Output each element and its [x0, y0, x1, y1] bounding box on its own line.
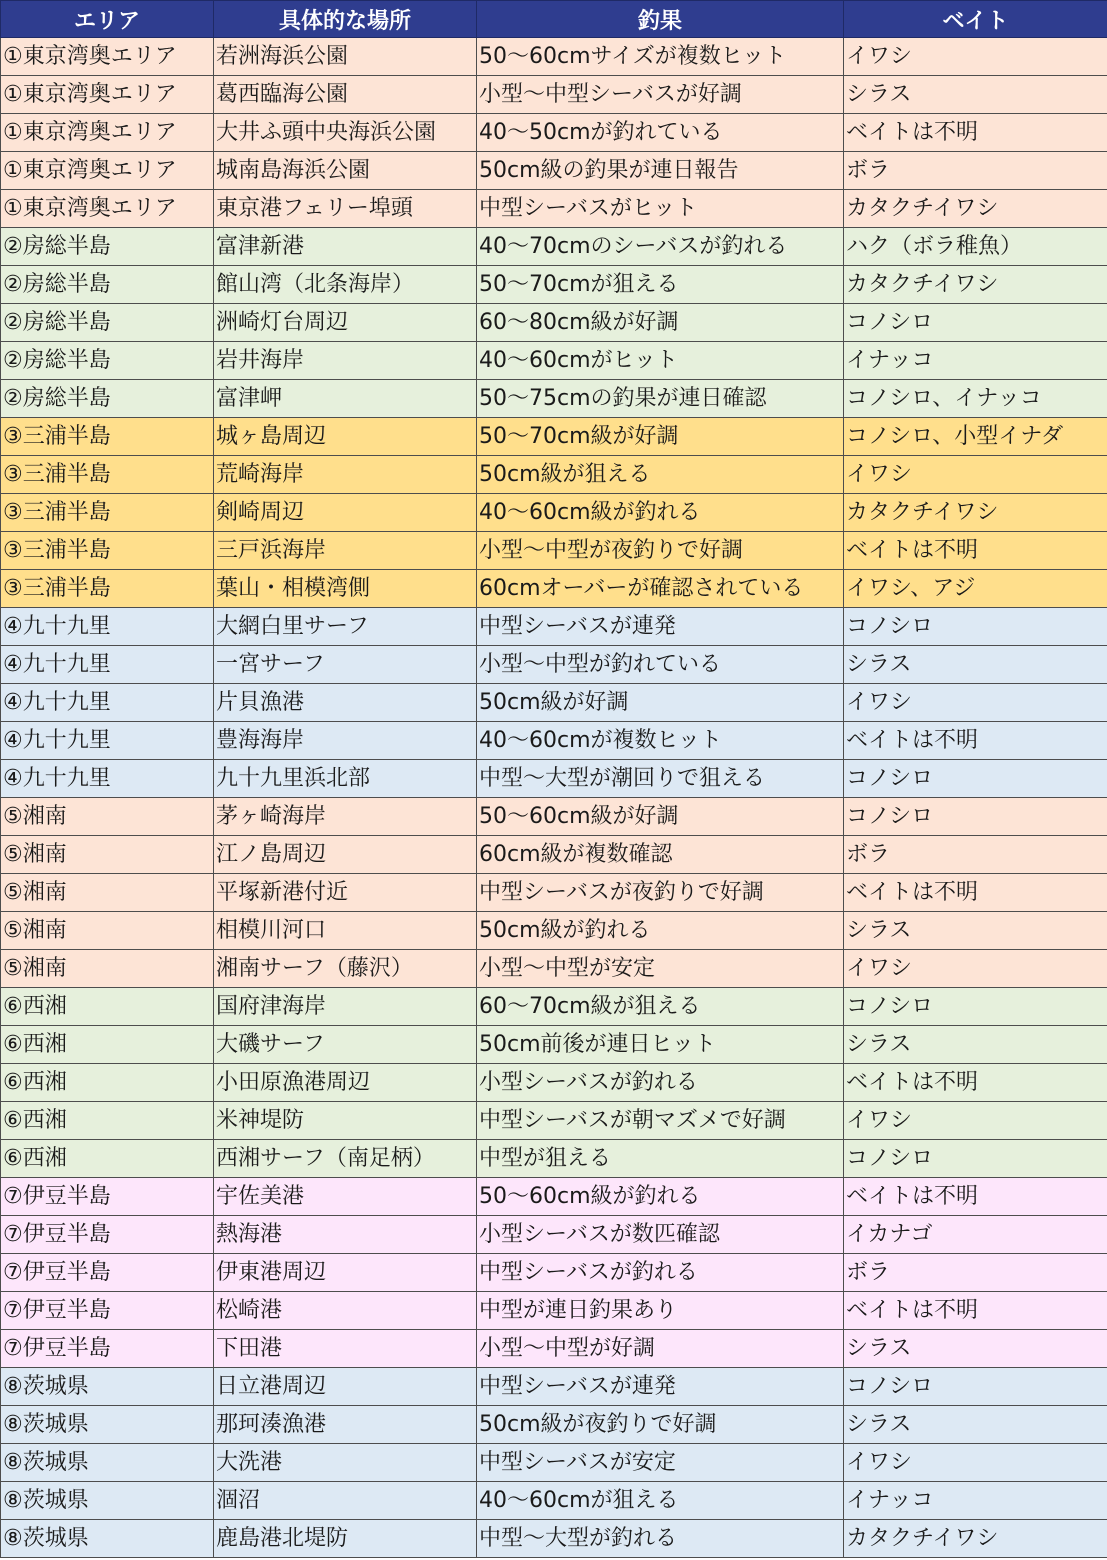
- spot-cell: 西湘サーフ（南足柄）: [214, 1140, 477, 1178]
- spot-cell: 城南島海浜公園: [214, 152, 477, 190]
- spot-cell: 国府津海岸: [214, 988, 477, 1026]
- column-header-bait: ベイト: [844, 1, 1107, 38]
- spot-cell: 富津新港: [214, 228, 477, 266]
- bait-cell: ボラ: [844, 152, 1107, 190]
- bait-cell: イワシ: [844, 1444, 1107, 1482]
- table-row: [1, 456, 1107, 494]
- bait-cell: イワシ、アジ: [844, 570, 1107, 608]
- table-row: [1, 950, 1107, 988]
- catch-cell: 60～80cm級が好調: [477, 304, 844, 342]
- spot-cell: 米神堤防: [214, 1102, 477, 1140]
- bait-cell: カタクチイワシ: [844, 1520, 1107, 1558]
- catch-cell: 60～70cm級が狙える: [477, 988, 844, 1026]
- table-row: [1, 646, 1107, 684]
- catch-cell: 中型シーバスが夜釣りで好調: [477, 874, 844, 912]
- area-cell: ④九十九里: [1, 722, 214, 760]
- bait-cell: イワシ: [844, 950, 1107, 988]
- bait-cell: コノシロ、イナッコ: [844, 380, 1107, 418]
- catch-cell: 小型～中型シーバスが好調: [477, 76, 844, 114]
- spot-cell: 葛西臨海公園: [214, 76, 477, 114]
- bait-cell: ベイトは不明: [844, 1292, 1107, 1330]
- area-cell: ②房総半島: [1, 228, 214, 266]
- bait-cell: イワシ: [844, 684, 1107, 722]
- bait-cell: ベイトは不明: [844, 532, 1107, 570]
- area-cell: ⑤湘南: [1, 874, 214, 912]
- table-row: [1, 418, 1107, 456]
- bait-cell: コノシロ: [844, 760, 1107, 798]
- table-row: [1, 760, 1107, 798]
- area-cell: ⑧茨城県: [1, 1368, 214, 1406]
- table-row: [1, 1216, 1107, 1254]
- catch-cell: 60cmオーバーが確認されている: [477, 570, 844, 608]
- bait-cell: ボラ: [844, 1254, 1107, 1292]
- area-cell: ②房総半島: [1, 266, 214, 304]
- catch-cell: 40～60cmが複数ヒット: [477, 722, 844, 760]
- catch-cell: 中型シーバスが連発: [477, 608, 844, 646]
- bait-cell: イカナゴ: [844, 1216, 1107, 1254]
- spot-cell: 荒崎海岸: [214, 456, 477, 494]
- bait-cell: ベイトは不明: [844, 1178, 1107, 1216]
- area-cell: ⑥西湘: [1, 1140, 214, 1178]
- bait-cell: イナッコ: [844, 1482, 1107, 1520]
- spot-cell: 茅ヶ崎海岸: [214, 798, 477, 836]
- catch-cell: 小型～中型が夜釣りで好調: [477, 532, 844, 570]
- spot-cell: 小田原漁港周辺: [214, 1064, 477, 1102]
- table-body: [1, 38, 1107, 1558]
- area-cell: ②房総半島: [1, 304, 214, 342]
- catch-cell: 小型～中型が好調: [477, 1330, 844, 1368]
- catch-cell: 中型が狙える: [477, 1140, 844, 1178]
- spot-cell: 洲崎灯台周辺: [214, 304, 477, 342]
- catch-cell: 40～60cmが狙える: [477, 1482, 844, 1520]
- table-row: [1, 722, 1107, 760]
- area-cell: ③三浦半島: [1, 570, 214, 608]
- area-cell: ①東京湾奥エリア: [1, 190, 214, 228]
- area-cell: ⑦伊豆半島: [1, 1254, 214, 1292]
- area-cell: ⑧茨城県: [1, 1444, 214, 1482]
- catch-cell: 50cm前後が連日ヒット: [477, 1026, 844, 1064]
- bait-cell: シラス: [844, 912, 1107, 950]
- catch-cell: 50cm級が夜釣りで好調: [477, 1406, 844, 1444]
- area-cell: ①東京湾奥エリア: [1, 38, 214, 76]
- catch-cell: 50cm級が好調: [477, 684, 844, 722]
- table-row: [1, 1178, 1107, 1216]
- spot-cell: 熱海港: [214, 1216, 477, 1254]
- catch-cell: 中型シーバスが釣れる: [477, 1254, 844, 1292]
- spot-cell: 下田港: [214, 1330, 477, 1368]
- column-header-catch: 釣果: [477, 1, 844, 38]
- catch-cell: 小型シーバスが数匹確認: [477, 1216, 844, 1254]
- table-row: [1, 114, 1107, 152]
- spot-cell: 江ノ島周辺: [214, 836, 477, 874]
- area-cell: ②房総半島: [1, 380, 214, 418]
- area-cell: ②房総半島: [1, 342, 214, 380]
- table-row: [1, 1330, 1107, 1368]
- spot-cell: 片貝漁港: [214, 684, 477, 722]
- spot-cell: 若洲海浜公園: [214, 38, 477, 76]
- catch-cell: 中型シーバスがヒット: [477, 190, 844, 228]
- table-row: [1, 38, 1107, 76]
- spot-cell: 葉山・相模湾側: [214, 570, 477, 608]
- catch-cell: 中型シーバスが安定: [477, 1444, 844, 1482]
- bait-cell: ボラ: [844, 836, 1107, 874]
- catch-cell: 50cm級の釣果が連日報告: [477, 152, 844, 190]
- spot-cell: 東京港フェリー埠頭: [214, 190, 477, 228]
- bait-cell: シラス: [844, 1026, 1107, 1064]
- table-row: [1, 228, 1107, 266]
- catch-cell: 50cm級が釣れる: [477, 912, 844, 950]
- catch-cell: 中型～大型が釣れる: [477, 1520, 844, 1558]
- table-row: [1, 570, 1107, 608]
- bait-cell: ベイトは不明: [844, 1064, 1107, 1102]
- spot-cell: 大洗港: [214, 1444, 477, 1482]
- area-cell: ①東京湾奥エリア: [1, 114, 214, 152]
- bait-cell: コノシロ: [844, 798, 1107, 836]
- catch-cell: 40～60cmがヒット: [477, 342, 844, 380]
- table-row: [1, 190, 1107, 228]
- bait-cell: コノシロ: [844, 988, 1107, 1026]
- spot-cell: 一宮サーフ: [214, 646, 477, 684]
- table-header: [1, 1, 1107, 38]
- column-header-area: エリア: [1, 1, 214, 38]
- table-row: [1, 304, 1107, 342]
- table-row: [1, 1520, 1107, 1558]
- table-row: [1, 1368, 1107, 1406]
- table-row: [1, 532, 1107, 570]
- bait-cell: イナッコ: [844, 342, 1107, 380]
- spot-cell: 相模川河口: [214, 912, 477, 950]
- area-cell: ④九十九里: [1, 608, 214, 646]
- area-cell: ⑥西湘: [1, 1064, 214, 1102]
- table-row: [1, 836, 1107, 874]
- spot-cell: 九十九里浜北部: [214, 760, 477, 798]
- catch-cell: 小型～中型が安定: [477, 950, 844, 988]
- column-header-spot: 具体的な場所: [214, 1, 477, 38]
- area-cell: ④九十九里: [1, 760, 214, 798]
- table-row: [1, 1406, 1107, 1444]
- catch-cell: 50～75cmの釣果が連日確認: [477, 380, 844, 418]
- catch-cell: 40～70cmのシーバスが釣れる: [477, 228, 844, 266]
- catch-cell: 50～60cmサイズが複数ヒット: [477, 38, 844, 76]
- table-row: [1, 1444, 1107, 1482]
- spot-cell: 松崎港: [214, 1292, 477, 1330]
- spot-cell: 涸沼: [214, 1482, 477, 1520]
- table-row: [1, 912, 1107, 950]
- spot-cell: 富津岬: [214, 380, 477, 418]
- catch-cell: 50～60cm級が好調: [477, 798, 844, 836]
- spot-cell: 那珂湊漁港: [214, 1406, 477, 1444]
- bait-cell: コノシロ: [844, 304, 1107, 342]
- spot-cell: 湘南サーフ（藤沢）: [214, 950, 477, 988]
- bait-cell: コノシロ: [844, 608, 1107, 646]
- table-row: [1, 1482, 1107, 1520]
- area-cell: ⑤湘南: [1, 836, 214, 874]
- spot-cell: 大井ふ頭中央海浜公園: [214, 114, 477, 152]
- area-cell: ⑥西湘: [1, 1026, 214, 1064]
- bait-cell: シラス: [844, 76, 1107, 114]
- bait-cell: コノシロ、小型イナダ: [844, 418, 1107, 456]
- area-cell: ③三浦半島: [1, 418, 214, 456]
- catch-cell: 小型～中型が釣れている: [477, 646, 844, 684]
- table-row: [1, 1102, 1107, 1140]
- area-cell: ①東京湾奥エリア: [1, 76, 214, 114]
- table-row: [1, 684, 1107, 722]
- bait-cell: コノシロ: [844, 1368, 1107, 1406]
- area-cell: ⑤湘南: [1, 950, 214, 988]
- table-row: [1, 380, 1107, 418]
- bait-cell: コノシロ: [844, 1140, 1107, 1178]
- table-row: [1, 798, 1107, 836]
- area-cell: ⑦伊豆半島: [1, 1178, 214, 1216]
- header-row: [1, 1, 1107, 38]
- bait-cell: イワシ: [844, 38, 1107, 76]
- catch-cell: 50～70cm級が好調: [477, 418, 844, 456]
- table-row: [1, 1140, 1107, 1178]
- area-cell: ⑧茨城県: [1, 1520, 214, 1558]
- spot-cell: 伊東港周辺: [214, 1254, 477, 1292]
- table-row: [1, 1292, 1107, 1330]
- catch-cell: 中型シーバスが連発: [477, 1368, 844, 1406]
- catch-cell: 60cm級が複数確認: [477, 836, 844, 874]
- catch-cell: 小型シーバスが釣れる: [477, 1064, 844, 1102]
- bait-cell: ベイトは不明: [844, 722, 1107, 760]
- area-cell: ⑤湘南: [1, 912, 214, 950]
- spot-cell: 大磯サーフ: [214, 1026, 477, 1064]
- area-cell: ⑧茨城県: [1, 1482, 214, 1520]
- bait-cell: カタクチイワシ: [844, 494, 1107, 532]
- table-row: [1, 266, 1107, 304]
- area-cell: ④九十九里: [1, 646, 214, 684]
- catch-cell: 50～70cmが狙える: [477, 266, 844, 304]
- spot-cell: 城ヶ島周辺: [214, 418, 477, 456]
- catch-cell: 中型～大型が潮回りで狙える: [477, 760, 844, 798]
- spot-cell: 鹿島港北堤防: [214, 1520, 477, 1558]
- table-row: [1, 608, 1107, 646]
- bait-cell: イワシ: [844, 1102, 1107, 1140]
- bait-cell: ハク（ボラ稚魚）: [844, 228, 1107, 266]
- bait-cell: ベイトは不明: [844, 114, 1107, 152]
- spot-cell: 三戸浜海岸: [214, 532, 477, 570]
- area-cell: ⑤湘南: [1, 798, 214, 836]
- table-row: [1, 1026, 1107, 1064]
- area-cell: ⑦伊豆半島: [1, 1292, 214, 1330]
- table-row: [1, 1254, 1107, 1292]
- table-row: [1, 988, 1107, 1026]
- spot-cell: 豊海海岸: [214, 722, 477, 760]
- catch-cell: 40～50cmが釣れている: [477, 114, 844, 152]
- bait-cell: シラス: [844, 1330, 1107, 1368]
- bait-cell: シラス: [844, 1406, 1107, 1444]
- spot-cell: 宇佐美港: [214, 1178, 477, 1216]
- area-cell: ⑥西湘: [1, 988, 214, 1026]
- area-cell: ③三浦半島: [1, 532, 214, 570]
- table-row: [1, 342, 1107, 380]
- catch-cell: 50～60cm級が釣れる: [477, 1178, 844, 1216]
- spot-cell: 館山湾（北条海岸）: [214, 266, 477, 304]
- bait-cell: イワシ: [844, 456, 1107, 494]
- area-cell: ④九十九里: [1, 684, 214, 722]
- catch-cell: 中型シーバスが朝マズメで好調: [477, 1102, 844, 1140]
- area-cell: ①東京湾奥エリア: [1, 152, 214, 190]
- spot-cell: 平塚新港付近: [214, 874, 477, 912]
- area-cell: ③三浦半島: [1, 494, 214, 532]
- spot-cell: 岩井海岸: [214, 342, 477, 380]
- area-cell: ⑦伊豆半島: [1, 1330, 214, 1368]
- table-row: [1, 76, 1107, 114]
- spot-cell: 剣崎周辺: [214, 494, 477, 532]
- bait-cell: シラス: [844, 646, 1107, 684]
- catch-cell: 中型が連日釣果あり: [477, 1292, 844, 1330]
- table-row: [1, 152, 1107, 190]
- area-cell: ③三浦半島: [1, 456, 214, 494]
- spot-cell: 日立港周辺: [214, 1368, 477, 1406]
- bait-cell: ベイトは不明: [844, 874, 1107, 912]
- area-cell: ⑥西湘: [1, 1102, 214, 1140]
- table-row: [1, 494, 1107, 532]
- catch-cell: 50cm級が狙える: [477, 456, 844, 494]
- spot-cell: 大網白里サーフ: [214, 608, 477, 646]
- table-row: [1, 874, 1107, 912]
- catch-cell: 40～60cm級が釣れる: [477, 494, 844, 532]
- bait-cell: カタクチイワシ: [844, 266, 1107, 304]
- area-cell: ⑦伊豆半島: [1, 1216, 214, 1254]
- area-cell: ⑧茨城県: [1, 1406, 214, 1444]
- bait-cell: カタクチイワシ: [844, 190, 1107, 228]
- table-row: [1, 1064, 1107, 1102]
